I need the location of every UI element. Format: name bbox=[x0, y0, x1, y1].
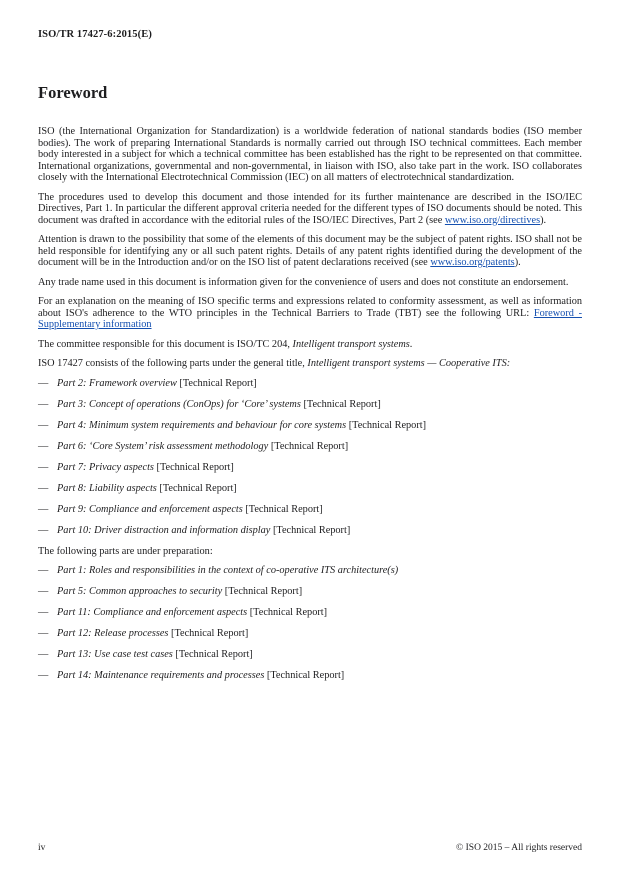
list-item-text bbox=[57, 649, 582, 661]
document-reference-header: ISO/TR 17427-6:2015(E) bbox=[38, 29, 152, 40]
list-item bbox=[38, 504, 582, 516]
list-item-text bbox=[57, 628, 582, 640]
list-item-text bbox=[57, 670, 582, 682]
italic-text: Part 11: Compliance and enforcement aspects bbox=[57, 607, 248, 618]
text-run: ISO (the International Organization for Standardization) is a worldwide federation of national standards bodies (ISO member bodies). The work of preparing International Standards is normally carried out through ISO technical committees. Each member body interested in a subject for which a technical committee has been established has the right to be represented on that committee. International organizations, governmental and non-governmental, in liaison with ISO, also take part in the work. ISO collaborates closely with the International Electrotechnical Commission (IEC) on all matters of electrotechnical standardization. bbox=[38, 126, 582, 183]
italic-text: Part 8: Liability aspects bbox=[57, 482, 157, 494]
italic-text: Part 13: Use case test cases bbox=[57, 649, 173, 660]
text-run: [Technical Report] bbox=[270, 524, 351, 536]
list-dash: — bbox=[38, 649, 49, 660]
list-item-text bbox=[57, 525, 582, 537]
list-dash: — bbox=[38, 670, 49, 681]
list-item bbox=[38, 565, 582, 577]
italic-text: Part 1: Roles and responsibilities in the context of co-operative ITS architecture(s) bbox=[57, 565, 399, 576]
italic-text: Part 3: Concept of operations (ConOps) for ‘Core’ systems bbox=[57, 398, 301, 410]
text-run: [Technical Report] bbox=[222, 586, 303, 597]
text-run: [Technical Report] bbox=[268, 440, 349, 452]
italic-text: Part 9: Compliance and enforcement aspects bbox=[57, 503, 243, 515]
page-title: Foreword bbox=[38, 83, 108, 102]
list-item-text bbox=[57, 441, 582, 453]
text-run: The committee responsible for this document is ISO/TC 204, bbox=[38, 338, 293, 350]
text-run: [Technical Report] bbox=[176, 377, 257, 389]
text-run: [Technical Report] bbox=[153, 461, 234, 473]
text-run: [Technical Report] bbox=[264, 670, 345, 681]
document-body bbox=[38, 126, 582, 682]
text-run: ). bbox=[540, 214, 547, 226]
copyright-notice: © ISO 2015 – All rights reserved bbox=[456, 843, 582, 853]
list-item-text bbox=[57, 483, 582, 495]
list-dash: — bbox=[38, 440, 49, 452]
list-item bbox=[38, 628, 582, 640]
italic-text: Part 7: Privacy aspects bbox=[57, 461, 154, 473]
text-run: [Technical Report] bbox=[168, 628, 249, 639]
italic-text: Part 14: Maintenance requirements and processes bbox=[57, 670, 265, 681]
hyperlink[interactable]: Foreword - Supplementary information bbox=[38, 307, 582, 330]
list-item-text bbox=[57, 586, 582, 598]
text-run: [Technical Report] bbox=[247, 607, 328, 618]
text-run: [Technical Report] bbox=[346, 419, 427, 431]
list-dash: — bbox=[38, 586, 49, 597]
list-dash: — bbox=[38, 419, 49, 431]
italic-text: Part 5: Common approaches to security bbox=[57, 586, 223, 597]
paragraph bbox=[38, 192, 582, 227]
list-dash: — bbox=[38, 565, 49, 576]
paragraph bbox=[38, 234, 582, 269]
paragraph bbox=[38, 339, 582, 351]
list-item bbox=[38, 670, 582, 682]
list-item-text bbox=[57, 565, 582, 577]
list-dash: — bbox=[38, 503, 49, 515]
list-dash: — bbox=[38, 482, 49, 494]
text-run: [Technical Report] bbox=[156, 482, 237, 494]
list-item-text bbox=[57, 420, 582, 432]
italic-text: Part 2: Framework overview bbox=[57, 377, 177, 389]
list-item-text bbox=[57, 607, 582, 619]
hyperlink[interactable]: www.iso.org/directives bbox=[444, 214, 541, 226]
text-run: The procedures used to develop this document and those intended for its further maintenance are described in the ISO/IEC Directives, Part 1. In particular the different approval criteria needed for the different types of ISO documents should be noted. This document was drafted in accordance with the editorial rules of the ISO/IEC Directives, Part 2 (see bbox=[38, 191, 582, 226]
text-run: [Technical Report] bbox=[172, 649, 253, 660]
text-run: Any trade name used in this document is information given for the convenience of users and does not constitute an endorsement. bbox=[38, 276, 569, 288]
hyperlink[interactable]: www.iso.org/patents bbox=[430, 257, 515, 268]
italic-text: Part 6: ‘Core System’ risk assessment methodology bbox=[57, 440, 269, 452]
italic-text: Intelligent transport systems bbox=[292, 338, 410, 350]
text-run: Attention is drawn to the possibility that some of the elements of this document may be the subject of patent rights. ISO shall not be held responsible for identifying any or all such patent rights. Details of any patent rights identified during the development of the document will be in the Introduction and/or on the ISO list of patent declarations received (see bbox=[38, 234, 582, 268]
list-item-text bbox=[57, 504, 582, 516]
text-run: [Technical Report] bbox=[242, 503, 323, 515]
italic-text: Part 12: Release processes bbox=[57, 628, 169, 639]
list-item bbox=[38, 483, 582, 495]
list-item-text bbox=[57, 378, 582, 390]
list-item bbox=[38, 462, 582, 474]
list-item bbox=[38, 441, 582, 453]
list-item bbox=[38, 399, 582, 411]
list-item-text bbox=[57, 399, 582, 411]
italic-text: Part 4: Minimum system requirements and behaviour for core systems bbox=[57, 419, 347, 431]
paragraph bbox=[38, 126, 582, 184]
italic-text: Intelligent transport systems — Cooperative ITS: bbox=[307, 358, 511, 369]
page-number: iv bbox=[38, 843, 46, 853]
list-item bbox=[38, 649, 582, 661]
list-item bbox=[38, 378, 582, 390]
list-dash: — bbox=[38, 398, 49, 410]
text-run: The following parts are under preparation: bbox=[38, 545, 213, 557]
list-dash: — bbox=[38, 377, 49, 389]
list-dash: — bbox=[38, 461, 49, 473]
list-item bbox=[38, 607, 582, 619]
list-item-text bbox=[57, 462, 582, 474]
list-item bbox=[38, 420, 582, 432]
paragraph bbox=[38, 277, 582, 289]
text-run: ISO 17427 consists of the following parts under the general title, bbox=[38, 358, 308, 369]
paragraph bbox=[38, 358, 582, 370]
text-run: ). bbox=[514, 257, 521, 268]
list-dash: — bbox=[38, 628, 49, 639]
italic-text: Part 10: Driver distraction and information display bbox=[57, 524, 271, 536]
list-dash: — bbox=[38, 524, 49, 536]
list-item bbox=[38, 525, 582, 537]
text-run: For an explanation on the meaning of ISO specific terms and expressions related to conformity assessment, as well as information about ISO's adherence to the WTO principles in the Technical Barriers to Trade (TBT) see the following URL: bbox=[38, 296, 582, 319]
list-item bbox=[38, 586, 582, 598]
page-footer bbox=[38, 843, 582, 853]
paragraph bbox=[38, 546, 582, 558]
text-run: . bbox=[409, 338, 413, 350]
paragraph bbox=[38, 296, 582, 331]
list-dash: — bbox=[38, 607, 49, 618]
text-run: [Technical Report] bbox=[300, 398, 381, 410]
